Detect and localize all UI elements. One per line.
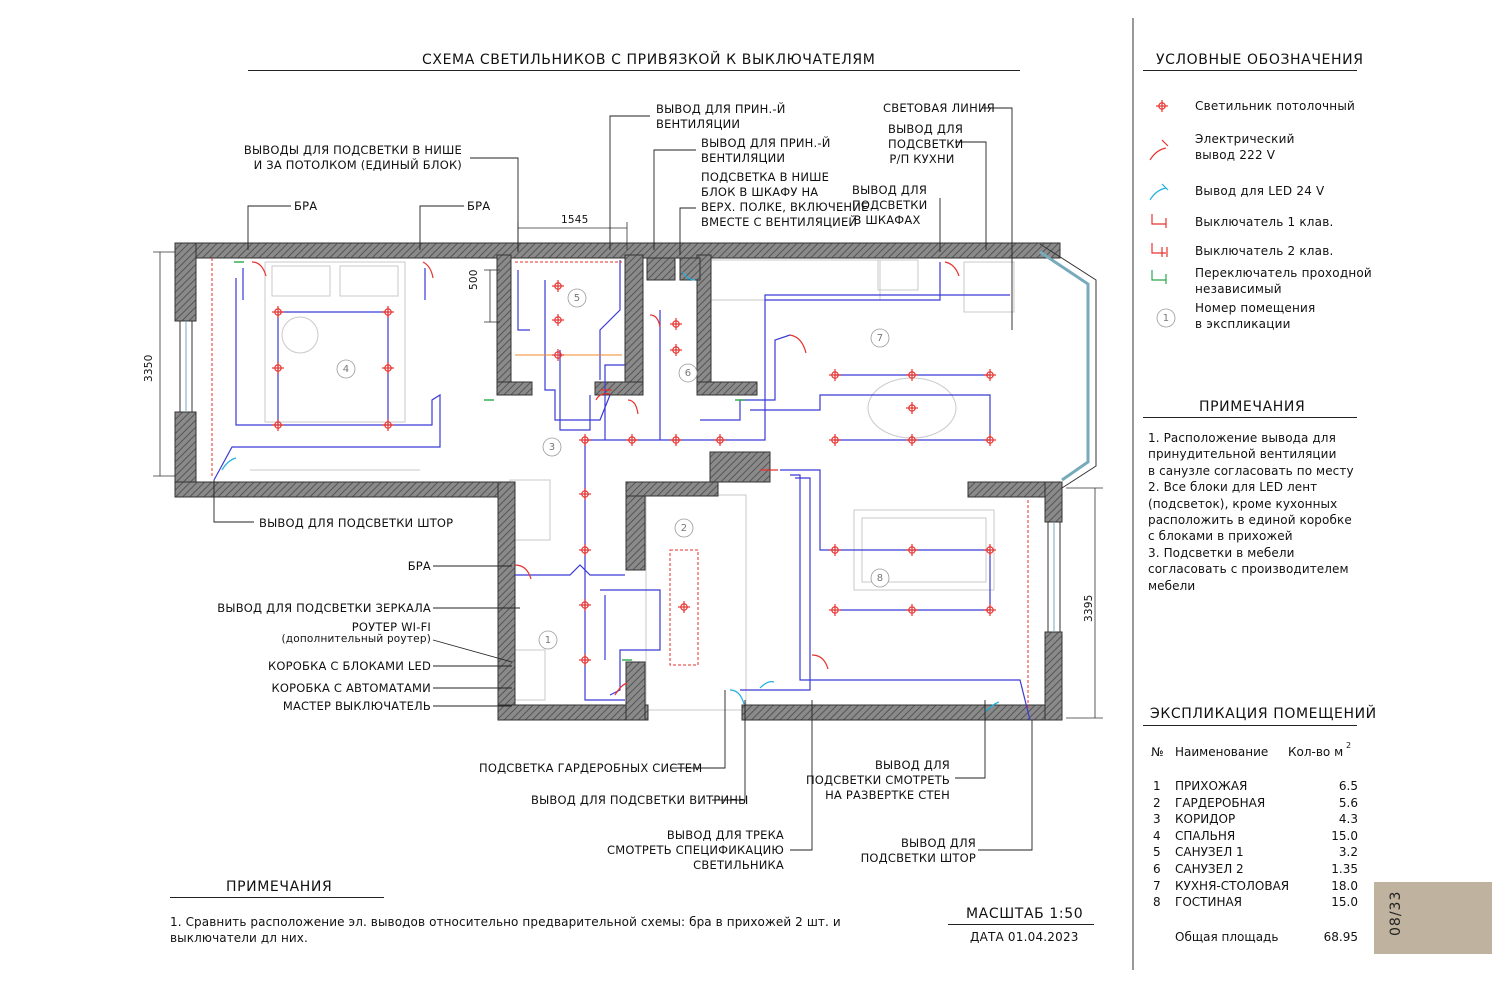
label-kitchen-backlight: ВЫВОД ДЛЯ ПОДСВЕТКИ Р/П КУХНИ [888, 122, 964, 166]
scale-underline [948, 924, 1094, 925]
label-curtain-backlight-left: ВЫВОД ДЛЯ ПОДСВЕТКИ ШТОР [259, 516, 454, 530]
table-row [1148, 795, 1358, 812]
label-bra-1: БРА [294, 199, 318, 213]
room-number-5: 5 [573, 293, 581, 304]
legend-item-switch-1: Выключатель 1 клав. [1195, 215, 1334, 229]
label-led-box: КОРОБКА С БЛОКАМИ LED [268, 659, 431, 673]
notes-title: ПРИМЕЧАНИЯ [1199, 399, 1306, 415]
room-number-3: 3 [548, 442, 556, 453]
label-cabinet-backlight: ВЫВОД ДЛЯ ПОДСВЕТКИ В ШКАФАХ [852, 183, 928, 227]
table-row [1148, 828, 1358, 845]
row-num: 6 [1153, 862, 1161, 876]
header-num: № [1151, 745, 1164, 759]
legend-item-pass-switch: Переключатель проходной независимый [1195, 266, 1372, 296]
room-number-circles [337, 289, 889, 649]
room-number-8: 8 [876, 573, 884, 584]
row-area: 15.0 [1331, 895, 1358, 910]
row-name: СПАЛЬНЯ [1175, 828, 1236, 843]
row-name: КОРИДОР [1175, 812, 1236, 827]
dimension-3350: 3350 [143, 354, 155, 382]
title-underline [248, 70, 1020, 71]
walls [175, 243, 1062, 720]
legend-item-switch-2: Выключатель 2 клав. [1195, 244, 1334, 258]
bottom-notes-underline [170, 897, 384, 898]
row-name: САНУЗЕЛ 1 [1175, 845, 1244, 860]
row-area: 6.5 [1338, 779, 1358, 793]
legend-room-number-sample: 1 [1162, 313, 1170, 324]
label-router: РОУТЕР WI-FI [351, 620, 431, 634]
row-area: 1.35 [1331, 862, 1358, 876]
legend-title: УСЛОВНЫЕ ОБОЗНАЧЕНИЯ [1156, 52, 1364, 68]
explication-title: ЭКСПЛИКАЦИЯ ПОМЕЩЕНИЙ [1150, 706, 1377, 722]
scale-label: МАСШТАБ 1:50 [966, 906, 1084, 922]
date-label: ДАТА 01.04.2023 [970, 930, 1079, 944]
dimension-3395: 3395 [1083, 594, 1095, 622]
table-row [1148, 878, 1358, 895]
label-breaker-box: КОРОБКА С АВТОМАТАМИ [271, 681, 431, 695]
row-name: ПРИХОЖАЯ [1175, 779, 1248, 793]
notes-underline [1143, 417, 1357, 418]
label-curtain-backlight-right: ВЫВОД ДЛЯ ПОДСВЕТКИ ШТОР [860, 836, 976, 865]
total-label: Общая площадь [1175, 930, 1279, 944]
table-row [1148, 861, 1358, 878]
header-area: Кол-во м [1288, 745, 1344, 759]
dimension-500: 500 [468, 269, 480, 290]
legend-underline [1143, 70, 1357, 71]
room-number-1: 1 [544, 635, 552, 646]
header-name: Наименование [1175, 745, 1269, 759]
label-vent-1: ВЫВОД ДЛЯ ПРИН.-Й ВЕНТИЛЯЦИИ [656, 102, 786, 131]
room-number-4: 4 [342, 364, 350, 375]
row-name: КУХНЯ-СТОЛОВАЯ [1175, 878, 1290, 893]
row-area: 3.2 [1338, 845, 1358, 860]
legend-item-led-outlet: Вывод для LED 24 V [1195, 184, 1325, 198]
legend-item-electric-outlet: Электрический вывод 222 V [1195, 132, 1295, 162]
label-light-line: СВЕТОВАЯ ЛИНИЯ [883, 101, 995, 115]
row-num: 8 [1153, 895, 1161, 910]
row-num: 1 [1153, 779, 1161, 793]
row-num: 7 [1153, 878, 1161, 893]
room-number-6: 6 [684, 368, 692, 379]
explication-header [1148, 741, 1358, 761]
legend-symbols [1150, 100, 1175, 327]
row-area: 15.0 [1331, 828, 1358, 843]
row-num: 4 [1153, 828, 1161, 843]
label-showcase-backlight: ВЫВОД ДЛЯ ПОДСВЕТКИ ВИТРИНЫ [531, 793, 749, 807]
table-row [1148, 778, 1358, 795]
row-name: ГОСТИНАЯ [1175, 895, 1243, 910]
label-master-switch: МАСТЕР ВЫКЛЮЧАТЕЛЬ [282, 699, 431, 713]
label-wall-unfold: ВЫВОД ДЛЯ ПОДСВЕТКИ СМОТРЕТЬ НА РАЗВЕРТКЕ СТЕН [805, 758, 950, 802]
label-wardrobe-backlight: ПОДСВЕТКА ГАРДЕРОБНЫХ СИСТЕМ [479, 761, 703, 775]
table-row [1148, 811, 1358, 828]
dimension-1545: 1545 [561, 214, 589, 226]
row-area: 4.3 [1338, 812, 1358, 827]
total-value: 68.95 [1323, 930, 1358, 944]
bottom-notes-text: 1. Сравнить расположение эл. выводов относительно предварительной схемы: бра в прихожей 2 шт. и выключатели дл них. [170, 915, 841, 946]
legend-item-room-number: Номер помещения в экспликации [1195, 301, 1316, 331]
legend-item-ceiling-light: Светильник потолочный [1195, 99, 1356, 113]
row-name: ГАРДЕРОБНАЯ [1175, 795, 1266, 810]
label-track: ВЫВОД ДЛЯ ТРЕКА СМОТРЕТЬ СПЕЦИФИКАЦИЮ СВЕТИЛЬНИКА [607, 828, 784, 872]
drawing-title: СХЕМА СВЕТИЛЬНИКОВ С ПРИВЯЗКОЙ К ВЫКЛЮЧАТЕЛЯМ [422, 52, 876, 68]
label-bra-hall: БРА [407, 559, 431, 573]
room-number-7: 7 [876, 333, 884, 344]
row-num: 5 [1153, 845, 1161, 860]
label-router-note: (дополнительный роутер) [281, 633, 431, 645]
label-niche-backlight: ВЫВОДЫ ДЛЯ ПОДСВЕТКИ В НИШЕ И ЗА ПОТОЛКОМ (ЕДИНЫЙ БЛОК) [243, 143, 462, 172]
header-area-sup: 2 [1346, 741, 1352, 750]
explication-total [1148, 929, 1358, 946]
label-vent-2: ВЫВОД ДЛЯ ПРИН.-Й ВЕНТИЛЯЦИИ [701, 136, 831, 165]
explication-underline [1143, 725, 1357, 726]
notes-text: 1. Расположение вывода для принудительной вентиляции в санузле согласовать по месту 2. Все блоки для LED лент (подсветок), кроме кухонных расположить в единой коробке с блоками в прихожей 3. Подсветки в мебели согласовать с производителем мебели [1148, 431, 1354, 593]
label-niche-cabinet: ПОДСВЕТКА В НИШЕ БЛОК В ШКАФУ НА ВЕРХ. ПОЛКЕ, ВКЛЮЧЕНИЕ ВМЕСТЕ С ВЕНТИЛЯЦИЕЙ [701, 170, 869, 229]
bottom-notes-title: ПРИМЕЧАНИЯ [226, 879, 333, 895]
label-mirror-backlight: ВЫВОД ДЛЯ ПОДСВЕТКИ ЗЕРКАЛА [217, 601, 431, 615]
page-number-badge [1374, 882, 1492, 954]
row-num: 2 [1153, 795, 1161, 810]
row-name: САНУЗЕЛ 2 [1175, 862, 1244, 876]
table-row [1148, 894, 1358, 911]
row-num: 3 [1153, 812, 1161, 827]
label-bra-2: БРА [467, 199, 491, 213]
page-number: 08/33 [1388, 890, 1404, 936]
table-row [1148, 844, 1358, 861]
row-area: 18.0 [1331, 878, 1358, 893]
row-area: 5.6 [1338, 795, 1358, 810]
room-number-2: 2 [680, 523, 688, 534]
